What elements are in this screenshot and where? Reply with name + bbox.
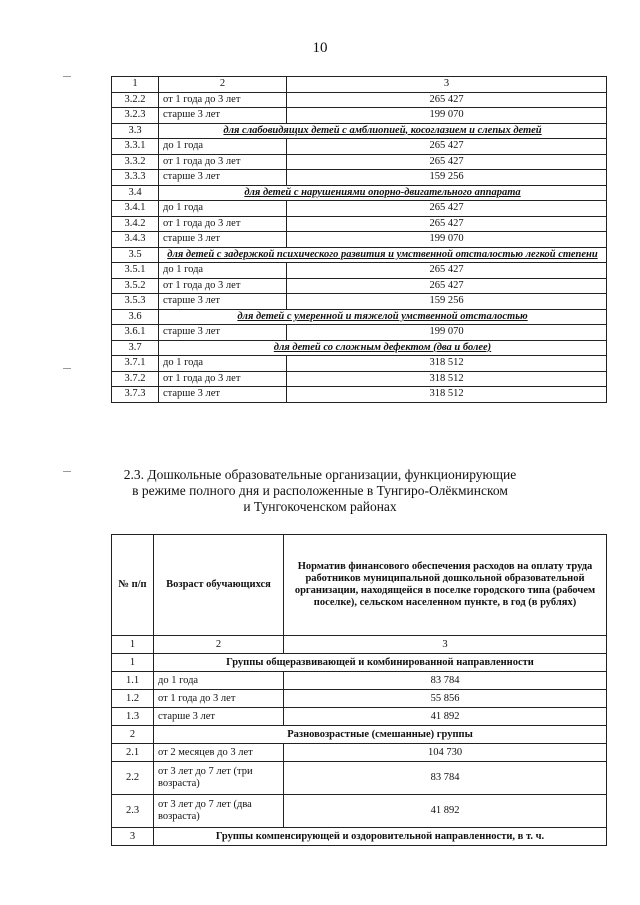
table-row [112, 108, 607, 124]
group-row [112, 340, 607, 356]
row-code: 3.2.2 [112, 92, 159, 108]
row-age: от 3 лет до 7 лет (три возраста) [154, 762, 284, 795]
column-number: 1 [112, 636, 154, 654]
row-code: 3.4.3 [112, 232, 159, 248]
group-row [112, 123, 607, 139]
table-row [112, 154, 607, 170]
group-row [112, 726, 607, 744]
row-code: 3.4.2 [112, 216, 159, 232]
row-age: до 1 года [159, 139, 287, 155]
row-code: 3.7.1 [112, 356, 159, 372]
row-code: 3.7.3 [112, 387, 159, 403]
row-value: 265 427 [287, 139, 607, 155]
row-age: до 1 года [159, 263, 287, 279]
row-age: до 1 года [159, 356, 287, 372]
row-age: старше 3 лет [159, 294, 287, 310]
group-code: 3.3 [112, 123, 159, 139]
column-number: 2 [154, 636, 284, 654]
row-age: от 1 года до 3 лет [154, 690, 284, 708]
group-title: для детей с задержкой психического развития и умственной отсталостью легкой степени [159, 247, 607, 263]
row-value: 199 070 [287, 325, 607, 341]
row-code: 1.2 [112, 690, 154, 708]
group-code: 3.7 [112, 340, 159, 356]
row-age: старше 3 лет [159, 170, 287, 186]
row-value: 199 070 [287, 232, 607, 248]
group-row [112, 185, 607, 201]
row-code: 2.3 [112, 795, 154, 828]
group-code: 1 [112, 654, 154, 672]
group-code: 3.6 [112, 309, 159, 325]
group-title: Разновозрастные (смешанные) группы [154, 726, 607, 744]
margin-mark [63, 76, 71, 77]
group-title: для детей с нарушениями опорно-двигательного аппарата [159, 185, 607, 201]
section-heading [0, 467, 640, 515]
row-age: от 3 лет до 7 лет (два возраста) [154, 795, 284, 828]
column-number: 3 [284, 636, 607, 654]
row-value: 265 427 [287, 216, 607, 232]
row-code: 3.3.1 [112, 139, 159, 155]
section-heading-line: в режиме полного дня и расположенные в Тунгиро-Олёкминском [132, 483, 508, 498]
row-age: от 1 года до 3 лет [159, 154, 287, 170]
row-value: 265 427 [287, 92, 607, 108]
row-age: старше 3 лет [159, 387, 287, 403]
table-row [112, 170, 607, 186]
table-row [112, 744, 607, 762]
margin-mark [63, 368, 71, 369]
row-value: 55 856 [284, 690, 607, 708]
norms-table-continued [111, 76, 607, 403]
row-value: 265 427 [287, 201, 607, 217]
table-row [112, 92, 607, 108]
table-row [112, 139, 607, 155]
table-row [112, 201, 607, 217]
group-row [112, 654, 607, 672]
row-value: 199 070 [287, 108, 607, 124]
column-number: 1 [112, 77, 159, 93]
table-row [112, 294, 607, 310]
table-header-row [112, 535, 607, 636]
section-heading-line: 2.3. Дошкольные образовательные организации, функционирующие [123, 467, 517, 482]
row-value: 318 512 [287, 387, 607, 403]
group-title: для детей с умеренной и тяжелой умственной отсталостью [159, 309, 607, 325]
table-row [112, 762, 607, 795]
row-value: 159 256 [287, 170, 607, 186]
table-row [112, 325, 607, 341]
table-row [112, 232, 607, 248]
group-title: Группы общеразвивающей и комбинированной направленности [154, 654, 607, 672]
row-age: от 1 года до 3 лет [159, 371, 287, 387]
row-code: 3.5.3 [112, 294, 159, 310]
row-age: старше 3 лет [159, 108, 287, 124]
column-number: 2 [159, 77, 287, 93]
section-heading-line: и Тунгокоченском районах [243, 499, 397, 514]
row-code: 1.1 [112, 672, 154, 690]
table-row [112, 387, 607, 403]
norms-table-full-day [111, 534, 607, 846]
group-row [112, 309, 607, 325]
table-row [112, 356, 607, 372]
row-age: от 2 месяцев до 3 лет [154, 744, 284, 762]
row-age: старше 3 лет [159, 232, 287, 248]
row-code: 2.2 [112, 762, 154, 795]
table-row [112, 795, 607, 828]
column-number-row [112, 636, 607, 654]
group-row [112, 828, 607, 846]
row-age: до 1 года [154, 672, 284, 690]
row-value: 265 427 [287, 278, 607, 294]
table-row [112, 263, 607, 279]
group-code: 3.5 [112, 247, 159, 263]
header-number: № п/п [112, 535, 154, 636]
row-value: 83 784 [284, 672, 607, 690]
group-title: для слабовидящих детей с амблиопией, косоглазием и слепых детей [159, 123, 607, 139]
row-age: старше 3 лет [159, 325, 287, 341]
page-number: 10 [312, 40, 328, 56]
row-code: 3.7.2 [112, 371, 159, 387]
group-title: для детей со сложным дефектом (два и более) [159, 340, 607, 356]
table-row [112, 672, 607, 690]
row-value: 318 512 [287, 356, 607, 372]
column-number: 3 [287, 77, 607, 93]
row-value: 265 427 [287, 154, 607, 170]
group-row [112, 247, 607, 263]
row-value: 265 427 [287, 263, 607, 279]
row-code: 3.4.1 [112, 201, 159, 217]
row-value: 41 892 [284, 708, 607, 726]
row-age: от 1 года до 3 лет [159, 216, 287, 232]
row-code: 3.5.1 [112, 263, 159, 279]
row-age: до 1 года [159, 201, 287, 217]
table-row [112, 708, 607, 726]
row-code: 3.2.3 [112, 108, 159, 124]
row-value: 41 892 [284, 795, 607, 828]
column-number-row [112, 77, 607, 93]
table-row [112, 371, 607, 387]
row-code: 3.6.1 [112, 325, 159, 341]
norms-table-body [112, 77, 607, 403]
row-value: 318 512 [287, 371, 607, 387]
row-code: 2.1 [112, 744, 154, 762]
header-norm: Норматив финансового обеспечения расходов на оплату труда работников муниципальной дошкольной образовательной организации, находящейся в поселке городского типа (рабочем поселке), сельском населенном пункте, в год (в рублях) [284, 535, 607, 636]
table-row [112, 690, 607, 708]
row-code: 3.3.3 [112, 170, 159, 186]
table-row [112, 216, 607, 232]
group-code: 3 [112, 828, 154, 846]
row-age: от 1 года до 3 лет [159, 92, 287, 108]
group-title: Группы компенсирующей и оздоровительной направленности, в т. ч. [154, 828, 607, 846]
row-age: от 1 года до 3 лет [159, 278, 287, 294]
group-code: 3.4 [112, 185, 159, 201]
norms-table-body [112, 535, 607, 846]
header-age: Возраст обучающихся [154, 535, 284, 636]
table-row [112, 278, 607, 294]
row-value: 104 730 [284, 744, 607, 762]
row-age: старше 3 лет [154, 708, 284, 726]
row-code: 3.3.2 [112, 154, 159, 170]
row-value: 159 256 [287, 294, 607, 310]
row-code: 3.5.2 [112, 278, 159, 294]
row-code: 1.3 [112, 708, 154, 726]
group-code: 2 [112, 726, 154, 744]
row-value: 83 784 [284, 762, 607, 795]
